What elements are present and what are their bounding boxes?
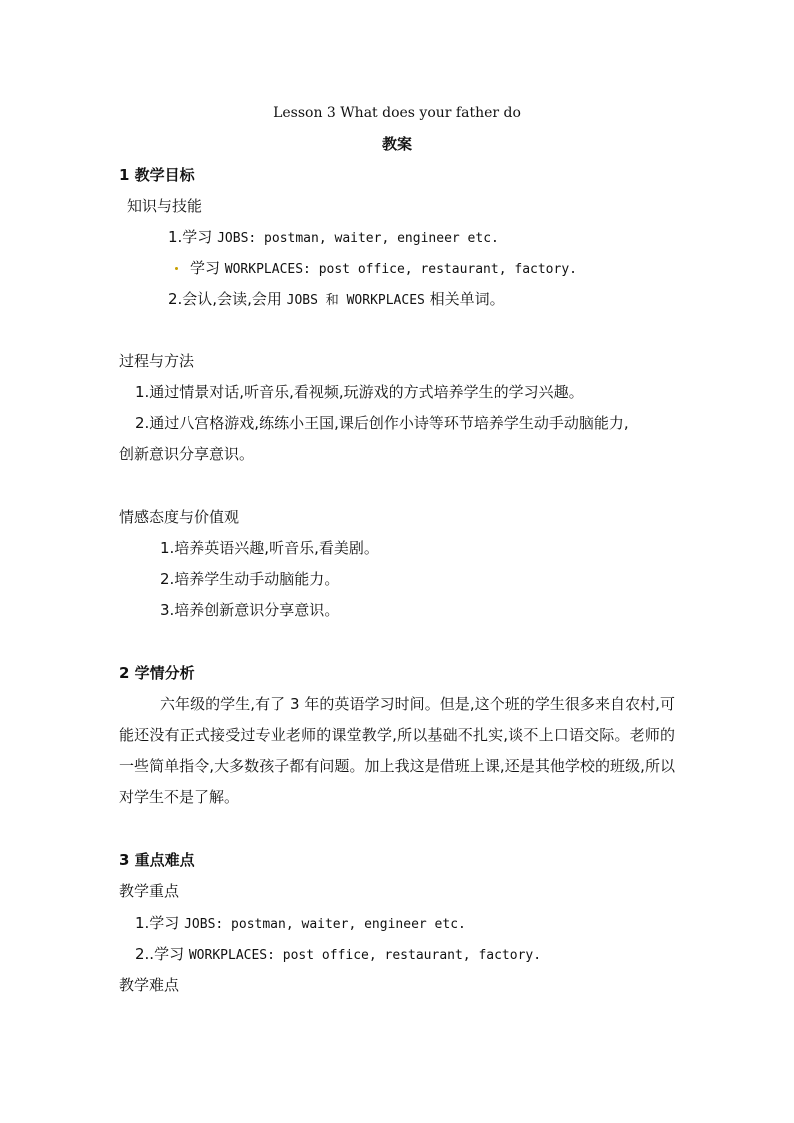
knowledge-item-1-en: JOBS: postman, waiter, engineer etc. xyxy=(217,231,499,246)
subheading-process-method: 过程与方法 xyxy=(119,352,195,370)
emotion-item-3: 3.培养创新意识分享意识。 xyxy=(160,601,340,619)
doc-title: Lesson 3 What does your father do xyxy=(273,105,521,121)
key-point-1-prefix: 1.学习 xyxy=(135,914,185,932)
knowledge-item-2-en: WORKPLACES: post office, restaurant, factory. xyxy=(224,262,577,277)
key-point-2-en: WORKPLACES: post office, restaurant, factory. xyxy=(188,948,542,963)
knowledge-item-1-prefix: 1.学习 xyxy=(168,228,218,246)
student-analysis-paragraph: 六年级的学生,有了 3 年的英语学习时间。但是,这个班的学生很多来自农村,可能还没有正式接受过专业老师的课堂教学,所以基础不扎实,谈不上口语交际。老师的一些简单指令,大多数孩子都有问题。加上我这是借班上课,还是其他学校的班级,所以对学生不是了解。 xyxy=(119,695,675,806)
subheading-knowledge-skills: 知识与技能 xyxy=(127,197,203,215)
knowledge-item-3-a: 2.会认,会读,会用 xyxy=(168,290,287,308)
section-1-heading: 1 教学目标 xyxy=(119,166,195,184)
key-point-1 xyxy=(135,913,466,935)
subheading-difficult-points: 教学难点 xyxy=(119,976,180,994)
section-2-heading: 2 学情分析 xyxy=(119,664,195,682)
knowledge-item-2-prefix: 学习 xyxy=(190,259,225,277)
bullet-dot-icon xyxy=(175,267,178,270)
knowledge-item-2 xyxy=(175,258,577,280)
knowledge-item-1 xyxy=(168,227,499,249)
emotion-item-2: 2.培养学生动手动脑能力。 xyxy=(160,570,340,588)
doc-subtitle: 教案 xyxy=(381,135,412,153)
key-point-2-prefix: 2..学习 xyxy=(135,945,189,963)
knowledge-item-3-b: 相关单词。 xyxy=(424,290,505,308)
process-item-2-line-2: 创新意识分享意识。 xyxy=(119,445,255,463)
section-3-heading: 3 重点难点 xyxy=(119,851,195,869)
emotion-item-1: 1.培养英语兴趣,听音乐,看美剧。 xyxy=(160,539,379,557)
key-point-1-en: JOBS: postman, waiter, engineer etc. xyxy=(184,917,466,932)
process-item-1: 1.通过情景对话,听音乐,看视频,玩游戏的方式培养学生的学习兴趣。 xyxy=(135,383,584,401)
knowledge-item-3-en: JOBS 和 WORKPLACES xyxy=(286,293,425,308)
knowledge-item-3 xyxy=(168,289,505,311)
subheading-key-points: 教学重点 xyxy=(119,882,180,900)
subheading-emotion-values: 情感态度与价值观 xyxy=(119,508,240,526)
process-item-2-line-1: 2.通过八宫格游戏,练练小王国,课后创作小诗等环节培养学生动手动脑能力, xyxy=(135,414,629,432)
key-point-2 xyxy=(135,944,541,966)
